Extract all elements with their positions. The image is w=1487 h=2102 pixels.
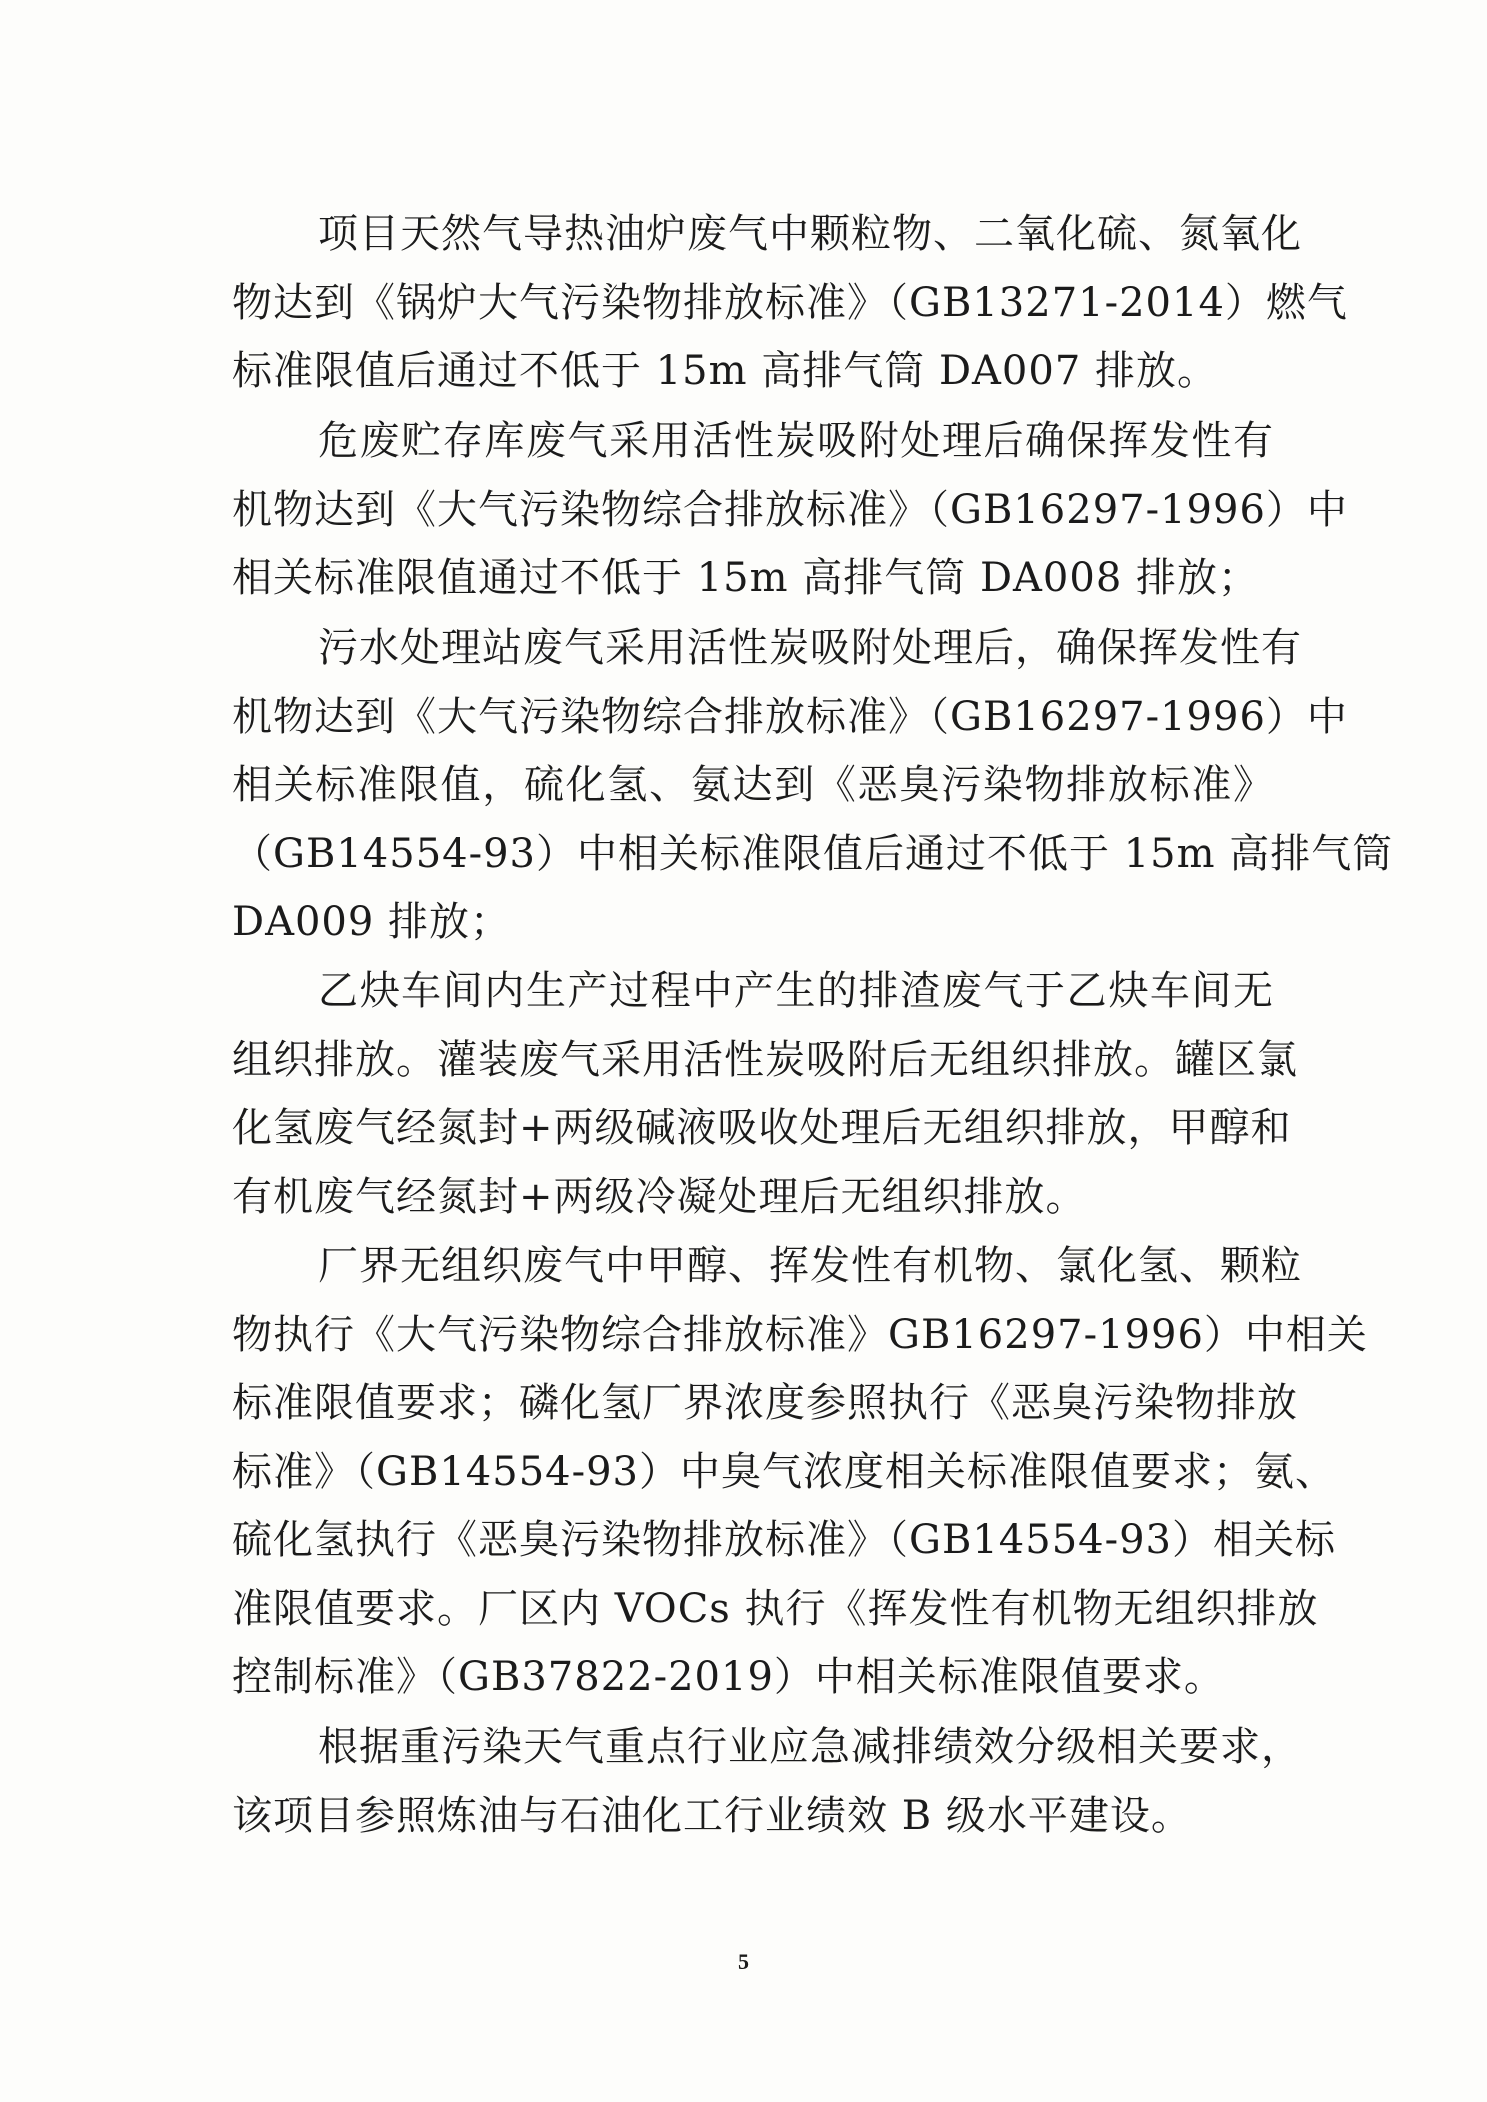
paragraph-5-line-7: 控制标准》（GB37822-2019）中相关标准限值要求。: [232, 1654, 1225, 1700]
paragraph-1-line-3: 标准限值后通过不低于 15m 高排气筒 DA007 排放。: [232, 348, 1218, 394]
paragraph-5-line-2: 物执行《大气污染物综合排放标准》GB16297-1996）中相关: [232, 1312, 1368, 1358]
paragraph-4-line-1: 乙炔车间内生产过程中产生的排渣废气于乙炔车间无: [318, 968, 1274, 1014]
paragraph-4-line-4: 有机废气经氮封+两级冷凝处理后无组织排放。: [232, 1174, 1087, 1220]
paragraph-5-line-1: 厂界无组织废气中甲醇、挥发性有机物、氯化氢、颗粒: [318, 1243, 1302, 1289]
paragraph-6-line-2: 该项目参照炼油与石油化工行业绩效 B 级水平建设。: [232, 1793, 1192, 1839]
paragraph-3-line-3: 相关标准限值，硫化氢、氨达到《恶臭污染物排放标准》: [232, 762, 1274, 808]
paragraph-3-line-5: DA009 排放；: [232, 899, 512, 945]
paragraph-1-line-1: 项目天然气导热油炉废气中颗粒物、二氧化硫、氮氧化: [318, 211, 1302, 257]
paragraph-2-line-2: 机物达到《大气污染物综合排放标准》（GB16297-1996）中: [232, 487, 1348, 533]
paragraph-1-line-2: 物达到《锅炉大气污染物排放标准》（GB13271-2014）燃气: [232, 280, 1348, 326]
paragraph-2-line-1: 危废贮存库废气采用活性炭吸附处理后确保挥发性有: [318, 418, 1274, 464]
paragraph-5-line-6: 准限值要求。厂区内 VOCs 执行《挥发性有机物无组织排放: [232, 1586, 1319, 1632]
paragraph-3-line-2: 机物达到《大气污染物综合排放标准》（GB16297-1996）中: [232, 694, 1348, 740]
paragraph-2-line-3: 相关标准限值通过不低于 15m 高排气筒 DA008 排放；: [232, 555, 1259, 601]
paragraph-4-line-2: 组织排放。灌装废气采用活性炭吸附后无组织排放。罐区氯: [232, 1037, 1298, 1083]
paragraph-6-line-1: 根据重污染天气重点行业应急减排绩效分级相关要求，: [318, 1724, 1302, 1770]
paragraph-5-line-3: 标准限值要求；磷化氢厂界浓度参照执行《恶臭污染物排放: [232, 1380, 1298, 1426]
paragraph-3-line-4: （GB14554-93）中相关标准限值后通过不低于 15m 高排气筒: [232, 831, 1394, 877]
page-number: 5: [738, 1949, 749, 1974]
paragraph-5-line-4: 标准》（GB14554-93）中臭气浓度相关标准限值要求；氨、: [232, 1449, 1337, 1495]
paragraph-4-line-3: 化氢废气经氮封+两级碱液吸收处理后无组织排放，甲醇和: [232, 1105, 1292, 1151]
paragraph-3-line-1: 污水处理站废气采用活性炭吸附处理后，确保挥发性有: [318, 625, 1302, 671]
paragraph-5-line-5: 硫化氢执行《恶臭污染物排放标准》（GB14554-93）相关标: [232, 1517, 1337, 1563]
